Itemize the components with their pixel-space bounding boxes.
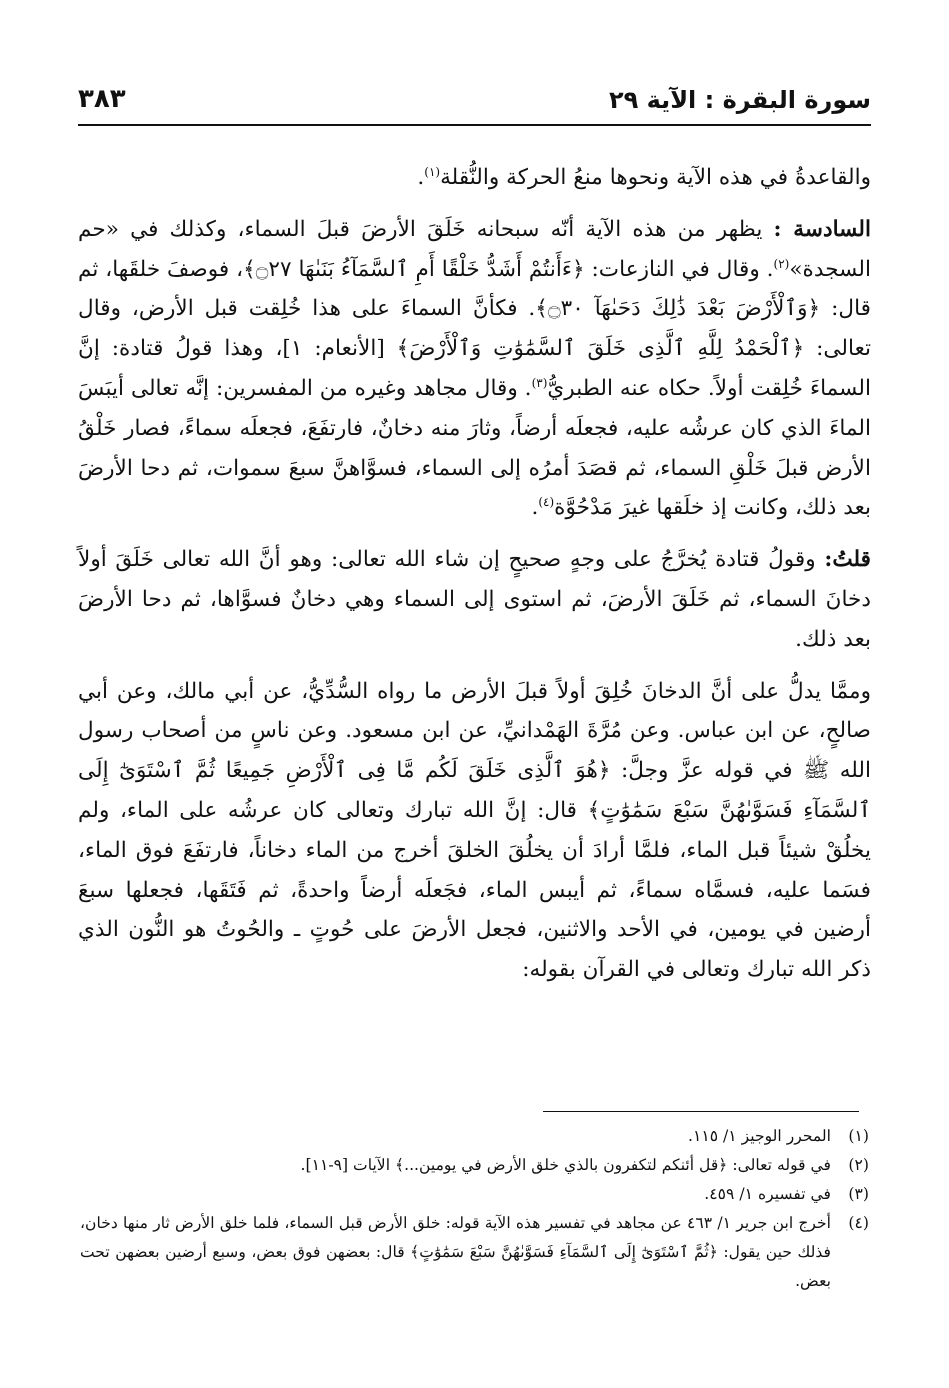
surah-verse-title: سورة البقرة : الآية ٢٩ (608, 86, 871, 114)
paragraph-1 (78, 158, 871, 198)
footnote-text: في قوله تعالى: ﴿قل أئنكم لتكفرون بالذي خلق الأرض في يومين...﴾ الآيات [٩-١١]. (300, 1156, 831, 1174)
paragraph-lead-sixth: السادسة : (773, 216, 872, 242)
paragraph-text: . وقال في النازعات: ﴿ءَأَنتُمْ أَشَدُّ خَلْقًا أَمِ ٱلسَّمَآءُ بَنَىٰهَا ۝٢٧﴾، فوصفَ خلقَها، ثم قال: ﴿وَٱلْأَرْضَ بَعْدَ ذَٰلِكَ دَحَىٰهَآ ۝٣٠﴾. فكأنَّ السماءَ على هذا خُلِقت قبل الأرض، وقال تعالى: ﴿ٱلْحَمْدُ لِلَّهِ ٱلَّذِى خَلَقَ ٱلسَّمَٰوَٰتِ وَٱلْأَرْضَ﴾ [الأنعام: ١]، وهذا قولُ قتادة: إنَّ السماءَ خُلِقت أولاً. حكاه عنه الطبريُّ (78, 256, 871, 401)
footnote-ref-3[interactable]: (٣) (531, 375, 548, 390)
paragraph-4 (78, 672, 871, 990)
footnotes (80, 1122, 869, 1296)
running-header (78, 84, 871, 120)
footnote-text: المحرر الوجيز ١/ ١١٥. (687, 1127, 831, 1145)
paragraph-2 (78, 210, 871, 528)
paragraph-text: . وقال مجاهد وغيره من المفسرين: إنَّه تعالى أيبَسَ الماءَ الذي كان عرشُه عليه، فجعلَه أرضاً، وثارَ منه دخانٌ، فارتفَعَ، فجعلَه سماءً، فصار خَلْقُ الأرض قبلَ خَلْقِ السماء، ثم قصَدَ أمرُه إلى السماء، فسوَّاهنَّ سبعَ سموات، ثم دحا الأرضَ بعد ذلك، وكانت إذ خلَقها غيرَ مَدْحُوَّة (78, 375, 871, 521)
footnote-4 (80, 1209, 869, 1296)
footnote-2 (80, 1151, 869, 1180)
main-text (78, 158, 871, 990)
footnote-text: في تفسيره ١/ ٤٥٩. (704, 1185, 831, 1203)
header-rule (78, 124, 871, 126)
paragraph-text: يظهر من هذه الآية أنّه سبحانه خَلَقَ الأرضَ قبلَ السماء، وكذلك في «حم السجدة» (78, 216, 871, 282)
footnote-ref-4[interactable]: (٤) (538, 495, 555, 510)
footnote-ref-2[interactable]: (٢) (773, 256, 790, 271)
paragraph-end: . (417, 165, 425, 190)
paragraph-text: وممَّا يدلُّ على أنَّ الدخانَ خُلِقَ أولاً قبلَ الأرض ما رواه السُّدِّيُّ، عن أبي مالك، وعن أبي صالحٍ، عن ابن عباس. وعن مُرَّةَ الهَمْدانيِّ، عن ابن مسعود. وعن ناسٍ من أصحاب رسول الله ﷺ في قوله عزَّ وجلَّ: ﴿هُوَ ٱلَّذِى خَلَقَ لَكُم مَّا فِى ٱلْأَرْضِ جَمِيعًا ثُمَّ ٱسْتَوَىٰٓ إِلَى ٱلسَّمَآءِ فَسَوَّىٰهُنَّ سَبْعَ سَمَٰوَٰتٍ﴾ قال: إنَّ الله تبارك وتعالى كان عرشُه على الماء، ولم يخلُقْ شيئاً قبل الماء، فلمَّا أرادَ أن يخلُقَ الخلقَ أخرج من الماء دخاناً، فارتفَعَ فوق الماء، فسَما عليه، فسمَّاه سماءً، ثم أيبس الماء، فجَعلَه أرضاً واحدةً، ثم فَتَقَها، فجعلها سبعَ أرضين في يومين، في الأحد والاثنين، فجعل الأرضَ على حُوتٍ ـ والحُوتُ هو النُّون الذي ذكر الله تبارك وتعالى في القرآن بقوله: (78, 678, 871, 983)
paragraph-text: والقاعدةُ في هذه الآية ونحوها منعُ الحركة والنُّقلة (440, 165, 871, 190)
paragraph-3 (78, 540, 871, 659)
footnote-ref-1[interactable]: (١) (424, 164, 441, 179)
footnote-1 (80, 1122, 869, 1151)
footnote-number: (١) (848, 1127, 869, 1145)
paragraph-lead-qultu: قلتُ: (824, 547, 871, 573)
paragraph-end: . (531, 495, 539, 521)
footnote-number: (٢) (848, 1156, 869, 1174)
footnote-text: أخرج ابن جرير ١/ ٤٦٣ عن مجاهد في تفسير هذه الآية قوله: خلق الأرض قبل السماء، فلما خلق الأرض ثار منها دخان، فذلك حين يقول: ﴿ثُمَّ ٱسْتَوَىٰٓ إِلَى ٱلسَّمَآءِ فَسَوَّىٰهُنَّ سَبْعَ سَمَٰوَٰتٍ﴾ قال: بعضهن فوق بعض، وسبع أرضين بعضهن تحت بعض. (80, 1214, 831, 1290)
footnote-number: (٤) (848, 1214, 869, 1232)
footnote-3 (80, 1180, 869, 1209)
paragraph-text: وقولُ قتادة يُخرَّجُ على وجهٍ صحيحٍ إن شاء الله تعالى: وهو أنَّ الله تعالى خَلَقَ أولاً دخانَ السماء، ثم خَلَقَ الأرضَ، ثم استوى إلى السماء وهي دخانٌ فسوَّاها، ثم دحا الأرضَ بعد ذلك. (78, 547, 871, 652)
footnote-number: (٣) (848, 1185, 869, 1203)
page-number: ٣٨٣ (78, 84, 126, 114)
footnote-rule (543, 1111, 859, 1112)
